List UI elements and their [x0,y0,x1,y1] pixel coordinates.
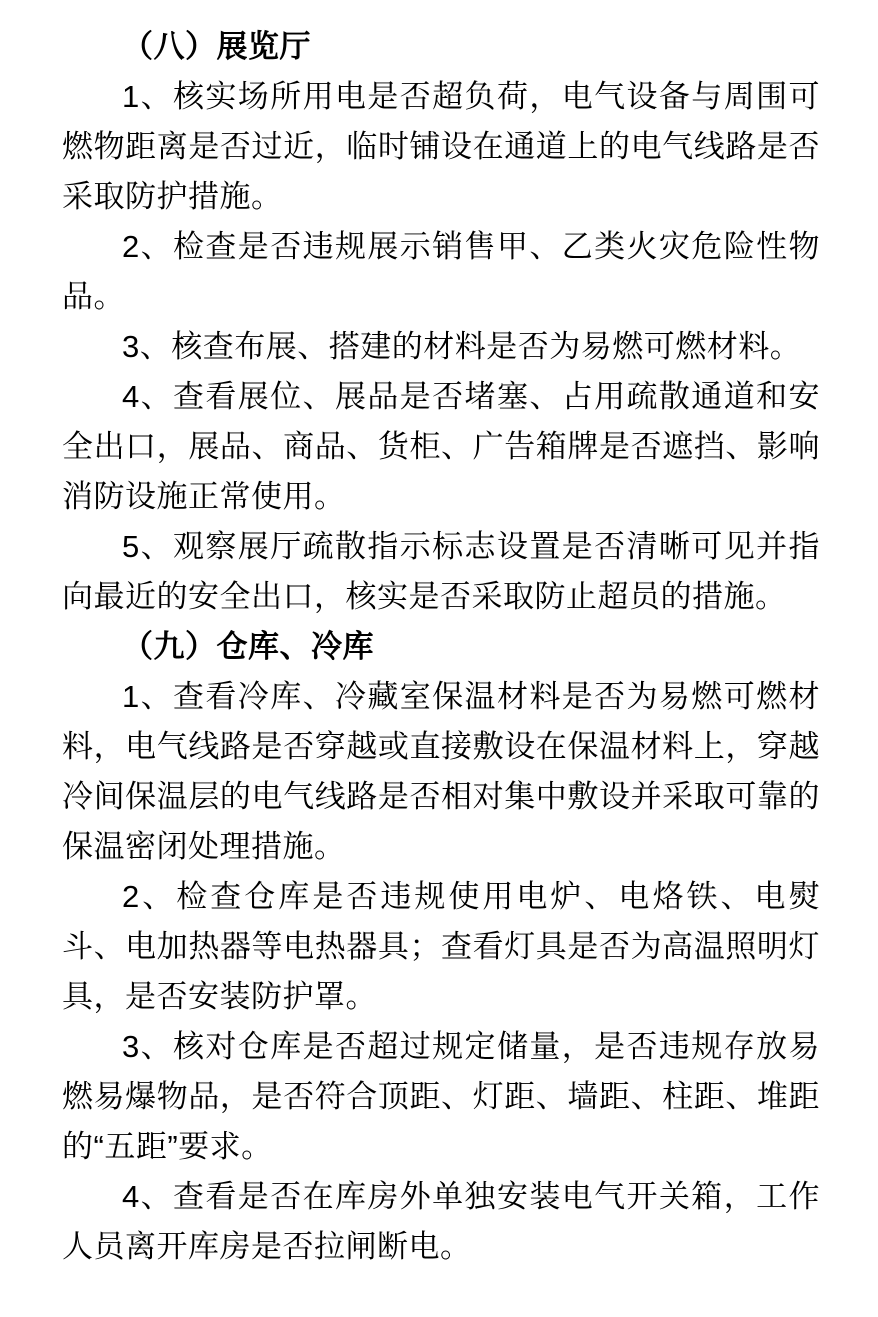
list-item: 4、查看是否在库房外单独安装电气开关箱，工作人员离开库房是否拉闸断电。 [62,1179,820,1264]
section-heading-warehouse-cold-storage: （九）仓库、冷库 [122,629,374,664]
section-heading-exhibition-hall: （八）展览厅 [122,29,311,64]
list-item: 1、查看冷库、冷藏室保温材料是否为易燃可燃材料，电气线路是否穿越或直接敷设在保温材料上，穿越冷间保温层的电气线路是否相对集中敷设并采取可靠的保温密闭处理措施。 [62,679,820,864]
list-item: 1、核实场所用电是否超负荷，电气设备与周围可燃物距离是否过近，临时铺设在通道上的电气线路是否采取防护措施。 [62,79,820,214]
list-item: 2、检查仓库是否违规使用电炉、电烙铁、电熨斗、电加热器等电热器具；查看灯具是否为高温照明灯具，是否安装防护罩。 [62,879,820,1014]
list-item: 3、核查布展、搭建的材料是否为易燃可燃材料。 [122,329,802,364]
list-item: 3、核对仓库是否超过规定储量，是否违规存放易燃易爆物品，是否符合顶距、灯距、墙距、柱距、堆距的“五距”要求。 [62,1029,820,1164]
list-item: 5、观察展厅疏散指示标志设置是否清晰可见并指向最近的安全出口，核实是否采取防止超员的措施。 [62,529,820,614]
list-item: 2、检查是否违规展示销售甲、乙类火灾危险性物品。 [62,229,820,314]
list-item: 4、查看展位、展品是否堵塞、占用疏散通道和安全出口，展品、商品、货柜、广告箱牌是否遮挡、影响消防设施正常使用。 [62,379,820,514]
